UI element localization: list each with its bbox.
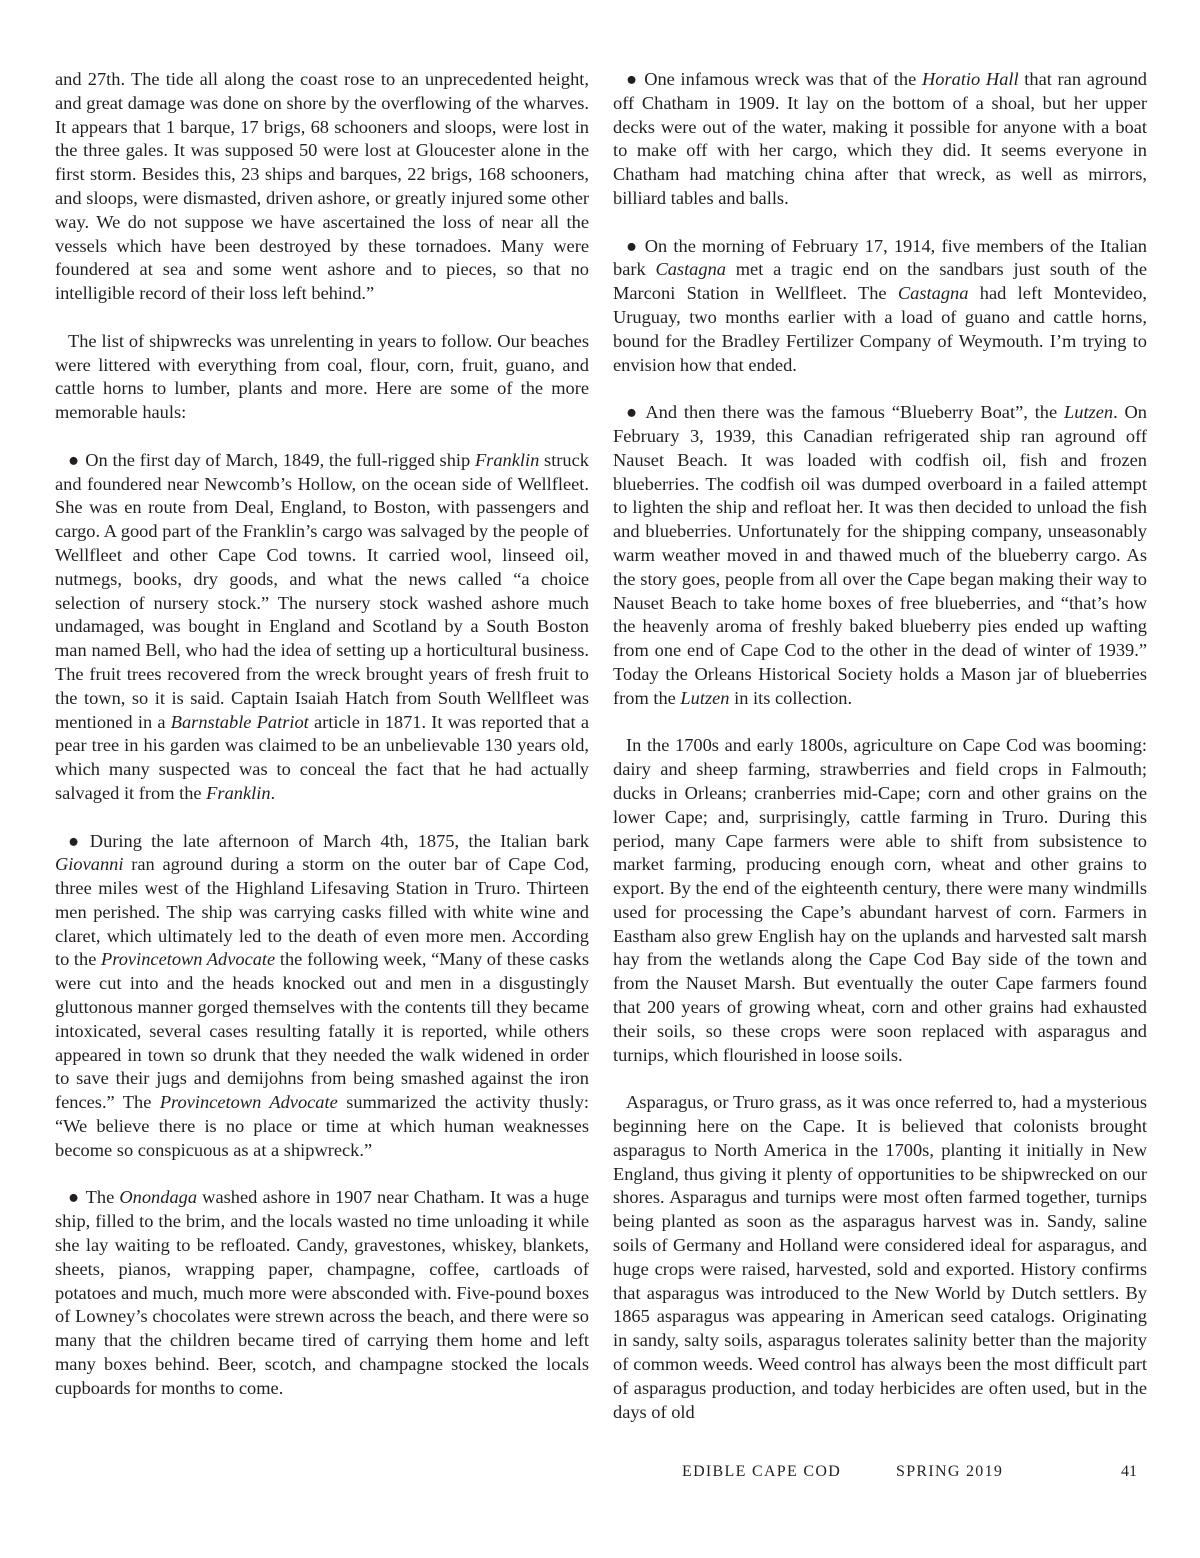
- newspaper-name: Barnstable Patriot: [170, 711, 309, 732]
- bullet-item-castagna: ● On the morning of February 17, 1914, five members of the Italian bark Castagna met a tragic end on the sandbars just south of the Marconi Station in Wellfleet. The Castagna had left Montevideo, Uruguay, two months earlier with a load of guano and cattle horns, bound for the Bradley Fertilizer Company of Weymouth. I’m trying to envision how that ended.: [613, 235, 1147, 375]
- paragraph-storm-quote: and 27th. The tide all along the coast rose to an unprecedented height, and great damage was done on shore by the overflowing of the wharves. It appears that 1 barque, 17 brigs, 68 schooners and sloops, were lost in the three gales. It was supposed 50 were lost at Gloucester alone in the first storm. Besides this, 23 ships and barques, 22 brigs, 168 schooners, and sloops, were dismasted, driven ashore, or greatly injured some other way. We do not suppose we have ascertained the loss of near all the vessels which have been destroyed by these tornadoes. Many were foundered at sea and some went ashore and to pieces, so that no intelligible record of their loss left behind.”: [55, 69, 589, 304]
- paragraph-asparagus: Asparagus, or Truro grass, as it was once referred to, had a mysterious beginning here on the Cape. It is believed that colonists brought asparagus to North America in the 1700s, planting it initially in New England, thus giving it plenty of opportunities to be shipwrecked on our shores. Asparagus and turnips were most often farmed together, turnips being planted as soon as the asparagus harvest was in. Sandy, saline soils of Germany and Holland were considered ideal for asparagus, and huge crops were raised, harvested, sold and exported. History confirms that asparagus was introduced to the New World by Dutch settlers. By 1865 asparagus was appearing in American seed catalogs. Originating in sandy, salty soils, asparagus tolerates salinity better than the majority of common weeds. Weed control has always been the most difficult part of asparagus production, and today herbicides are often used, but in the days of old: [613, 1092, 1147, 1422]
- bullet-item-franklin: ● On the first day of March, 1849, the full-rigged ship Franklin struck and foundered near Newcomb’s Hollow, on the ocean side of Wellfleet. She was en route from Deal, England, to Boston, with passengers and cargo. A good part of the Franklin’s cargo was salvaged by the people of Wellfleet and other Cape Cod towns. It carried wool, linseed oil, nutmegs, books, dry goods, and what the news called “a choice selection of nursery stock.” The nursery stock washed ashore much undamaged, was bought in England and Scotland by a South Boston man named Bell, who had the idea of setting up a horticultural business. The fruit trees recovered from the wreck brought years of fresh fruit to the town, so it is said. Captain Isaiah Hatch from South Wellfleet was mentioned in a Barnstable Patriot article in 1871. It was reported that a pear tree in his garden was claimed to be an unbelievable 130 years old, which many suspected was to conceal the fact that he had actually salvaged it from the Franklin.: [55, 449, 589, 803]
- bullet-icon: ●: [626, 69, 639, 89]
- ship-name: Franklin: [206, 782, 271, 803]
- ship-name: Lutzen: [1064, 402, 1114, 423]
- ship-name: Franklin: [474, 449, 540, 470]
- bullet-icon: ●: [68, 830, 84, 851]
- bullet-icon: ●: [626, 402, 640, 423]
- bullet-icon: ●: [68, 449, 80, 470]
- bullet-item-lutzen: ● And then there was the famous “Blueberry Boat”, the Lutzen. On February 3, 1939, this Canadian refrigerated ship ran aground off Nauset Beach. It was loaded with codfish oil, fish and frozen blueberries. The codfish oil was dumped overboard in a failed attempt to lighten the ship and refloat her. It was then decided to unload the fish and blueberries. Unfortunately for the shipping company, unseasonably warm weather moved in and thawed much of the blueberry cargo. As the story goes, people from all over the Cape began making their way to Nauset Beach to take home boxes of free blueberries, and “that’s how the heavenly aroma of freshly baked blueberry pies ended up wafting from one end of Cape Cod to the other in the dead of winter of 1939.” Today the Orleans Historical Society holds a Mason jar of blueberries from the Lutzen in its collection.: [613, 402, 1148, 708]
- bullet-icon: ●: [68, 1187, 80, 1208]
- ship-name: Giovanni: [55, 854, 124, 875]
- ship-name: Horatio Hall: [921, 69, 1019, 89]
- ship-name: Onondaga: [119, 1187, 198, 1208]
- bullet-item-horatio-hall: ● One infamous wreck was that of the Horatio Hall that ran aground off Chatham in 1909. It lay on the bottom of a shoal, but her upper decks were out of the water, making it possible for anyone with a boat to make off with her cargo, which they did. It seems everyone in Chatham had matching china after that wreck, as well as mirrors, billiard tables and balls.: [613, 69, 1147, 208]
- ship-name: Castagna: [897, 283, 969, 304]
- right-column: [613, 68, 1147, 1448]
- ship-name: Lutzen: [680, 687, 730, 708]
- paragraph-shipwreck-list-intro: The list of shipwrecks was unrelenting in years to follow. Our beaches were littered with everything from coal, flour, corn, fruit, guano, and cattle horns to lumber, plants and more. Here are some of the more memorable hauls:: [55, 330, 589, 423]
- bullet-icon: ●: [626, 235, 639, 256]
- left-column: [55, 68, 589, 1424]
- publication-name: EDIBLE CAPE COD: [682, 1463, 842, 1480]
- issue-date: SPRING 2019: [896, 1463, 1004, 1480]
- newspaper-name: Provincetown Advocate: [159, 1092, 338, 1113]
- page-number: 41: [1121, 1463, 1137, 1480]
- ship-name: Castagna: [655, 259, 726, 280]
- paragraph-agriculture: In the 1700s and early 1800s, agriculture on Cape Cod was booming: dairy and sheep farming, strawberries and field crops in Falmouth; ducks in Orleans; cranberries mid-Cape; corn and other grains on the lower Cape; and, surprisingly, cattle farming in Truro. During this period, many Cape farmers were able to shift from subsistence to market farming, producing enough corn, wheat and other grains to export. By the end of the eighteenth century, there were many windmills used for processing the Cape’s abundant harvest of corn. Farmers in Eastham also grew English hay on the uplands and harvested salt marsh hay from the wetlands along the Cape Cod Bay side of the town and from the Nauset Marsh. But eventually the outer Cape farmers found that 200 years of growing wheat, corn and other grains had exhausted their soils, so these crops were soon replaced with asparagus and turnips, which flourished in loose soils.: [613, 735, 1147, 1065]
- newspaper-name: Provincetown Advocate: [101, 949, 276, 970]
- bullet-item-giovanni: ● During the late afternoon of March 4th, 1875, the Italian bark Giovanni ran aground during a storm on the outer bar of Cape Cod, three miles west of the Highland Lifesaving Station in Truro. Thirteen men perished. The ship was carrying casks filled with white wine and claret, which ultimately led to the death of even more men. According to the Provincetown Advocate the following week, “Many of these casks were cut into and the heads knocked out and men in a disgustingly gluttonous manner gorged themselves with the contents till they became intoxicated, several cases resulting fatally it is reported, while others appeared in town so drunk that they needed the walk widened in order to save their jugs and demijohns from being smashed against the iron fences.” The Provincetown Advocate summarized the activity thusly: “We believe there is no place or time at which human weaknesses become so conspicuous as at a shipwreck.”: [55, 830, 590, 1160]
- page-footer: [0, 1463, 1200, 1487]
- bullet-item-onondaga: ● The Onondaga washed ashore in 1907 near Chatham. It was a huge ship, filled to the brim, and the locals wasted no time unloading it while she lay waiting to be refloated. Candy, gravestones, whiskey, blankets, sheets, pianos, wrapping paper, champagne, coffee, cartloads of potatoes and much, much more were absconded with. Five-pound boxes of Lowney’s chocolates were strewn across the beach, and there were so many that the children became tired of carrying them home and left many boxes behind. Beer, scotch, and champagne stocked the locals cupboards for months to come.: [55, 1187, 589, 1398]
